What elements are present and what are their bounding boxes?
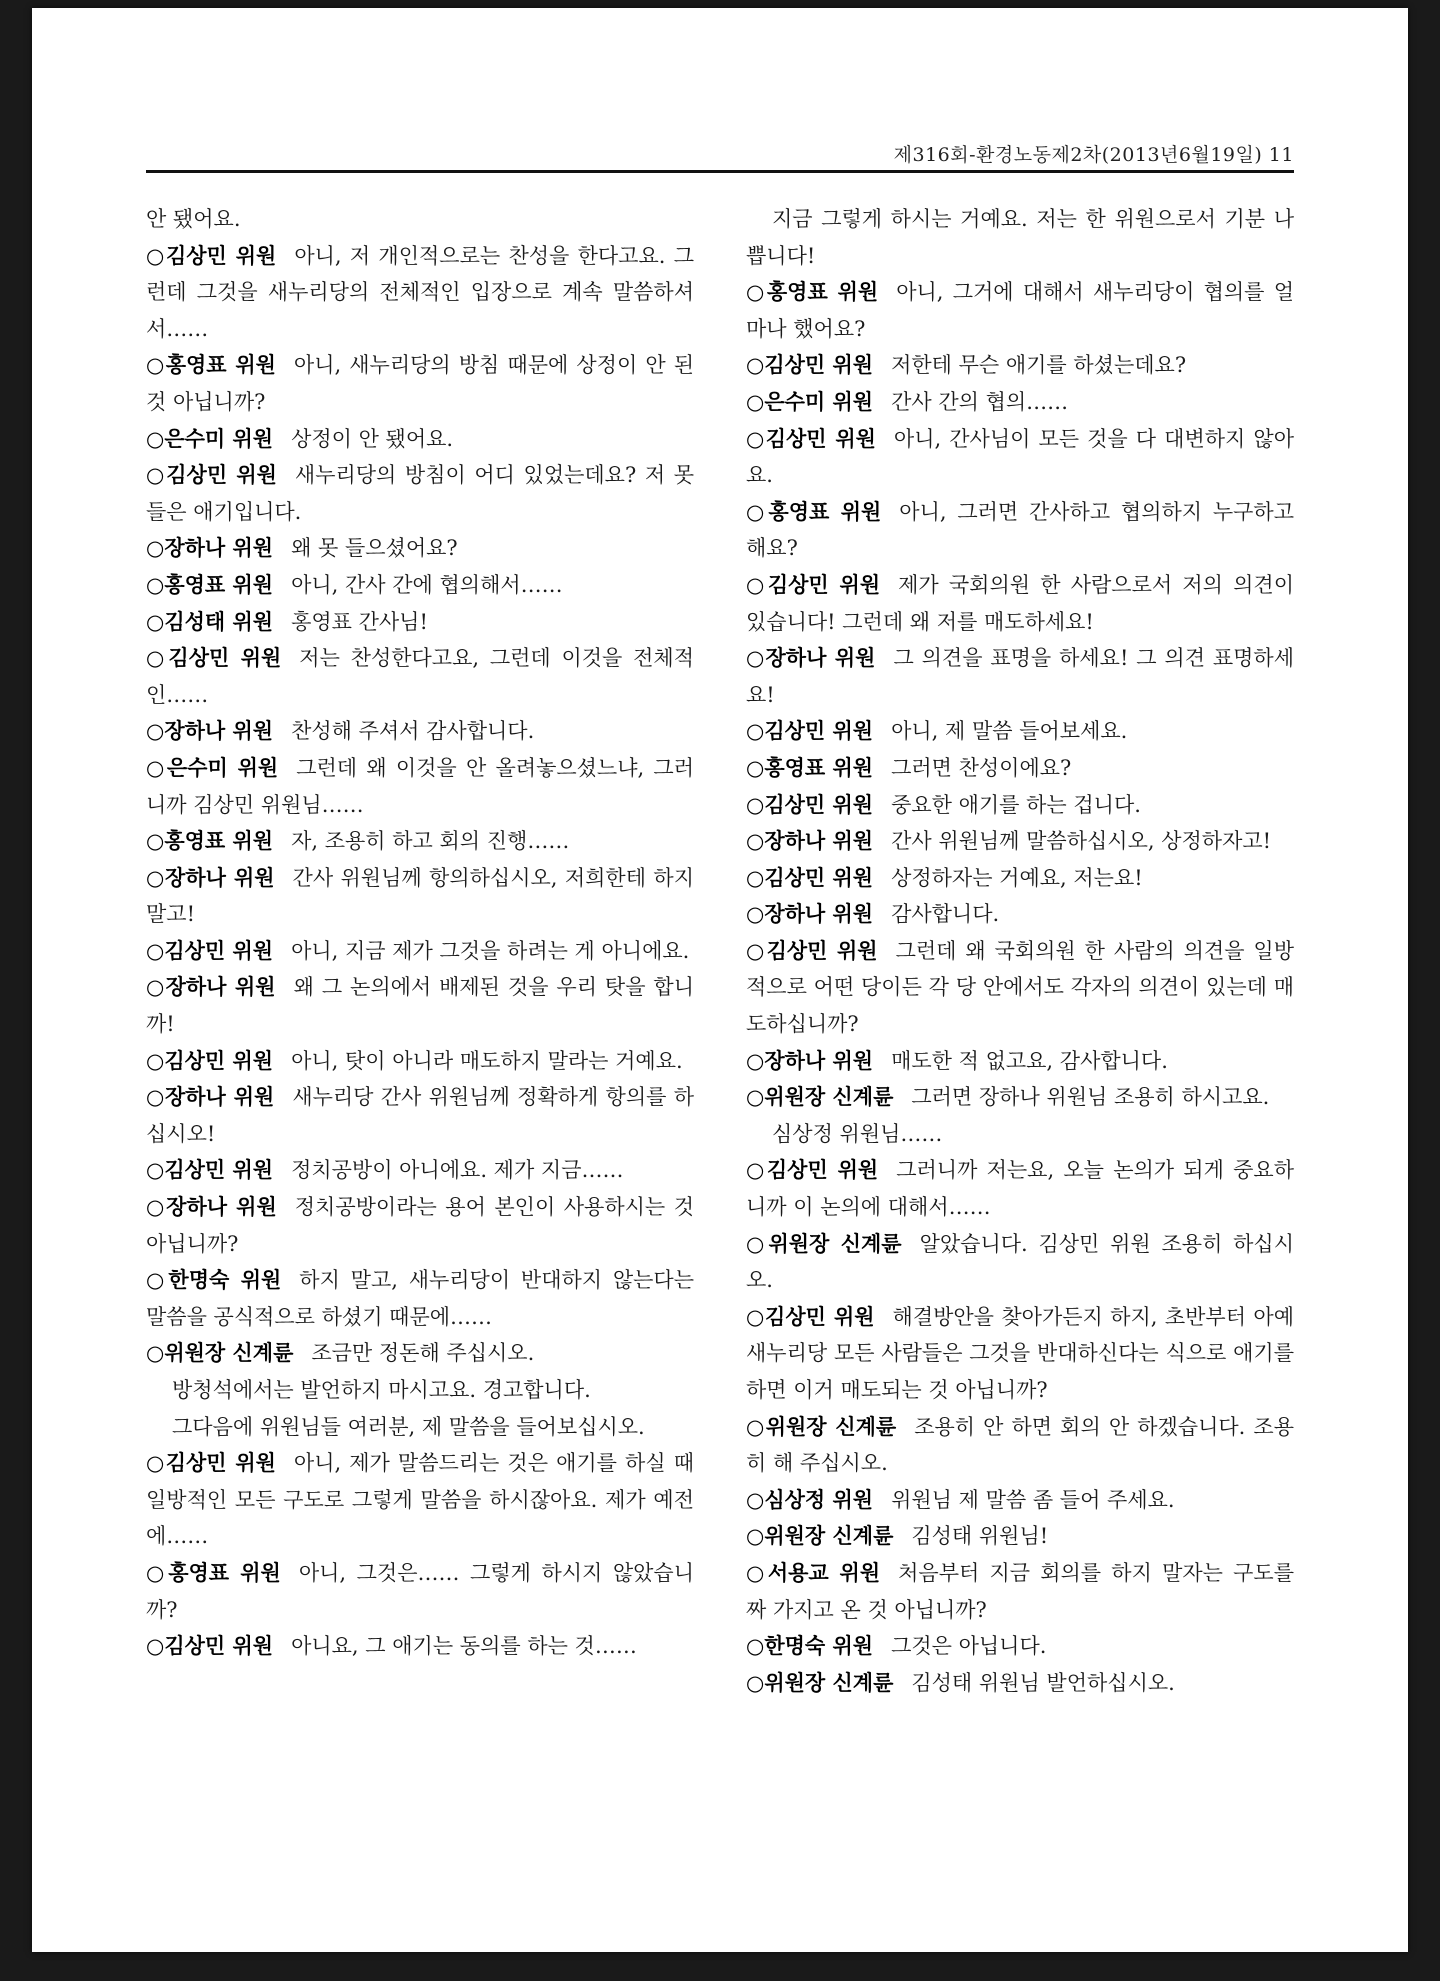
speech-text: 지금 그렇게 하시는 거예요. 저는 한 위원으로서 기분 나쁩니다!: [746, 207, 1294, 268]
speaker-name: ○장하나 위원: [146, 975, 276, 1000]
speech-text: 알았습니다. 김상민 위원 조용히 하십시오.: [746, 1231, 1295, 1293]
transcript-paragraph: [746, 1152, 1294, 1225]
right-column: [746, 201, 1294, 1701]
speech-text: 새누리당의 방침이 어디 있었는데요? 저 못 들은 애기입니다.: [146, 463, 694, 524]
speaker-name: ○홍영표 위원: [746, 280, 879, 305]
transcript-paragraph: [146, 1079, 694, 1152]
speech-text: 하지 말고, 새누리당이 반대하지 않는다는 말씀을 공식적으로 하셨기 때문에……: [146, 1268, 694, 1329]
speaker-name: ○위원장 신계륜: [746, 1670, 894, 1695]
speech-text: 아니, 지금 제가 그것을 하려는 게 아니에요.: [291, 938, 690, 963]
speaker-name: ○장하나 위원: [146, 865, 275, 890]
speech-text: 그 의견을 표명을 하세요! 그 의견 표명하세요!: [746, 646, 1294, 707]
transcript-paragraph: [746, 640, 1294, 713]
speech-text: 간사 위원님께 항의하십시오, 저희한테 하지 말고!: [146, 865, 694, 927]
speaker-name: ○위원장 신계륜: [146, 1341, 294, 1366]
speaker-name: ○장하나 위원: [146, 536, 274, 561]
speech-text: 상정하자는 거예요, 저는요!: [891, 865, 1143, 890]
transcript-paragraph: [746, 1518, 1294, 1555]
transcript-paragraph: [746, 494, 1294, 567]
transcript-paragraph: [746, 1299, 1294, 1409]
speaker-name: ○장하나 위원: [146, 719, 274, 744]
speaker-name: ○김성태 위원: [146, 609, 274, 634]
transcript-paragraph: [746, 1226, 1294, 1299]
speaker-name: ○김상민 위원: [746, 353, 874, 378]
speaker-name: ○한명숙 위원: [146, 1268, 282, 1293]
transcript-paragraph: [746, 1043, 1294, 1080]
speech-text: 중요한 애기를 하는 겁니다.: [891, 792, 1141, 817]
speech-text: 매도한 적 없고요, 감사합니다.: [891, 1048, 1168, 1073]
transcript-paragraph: [746, 860, 1294, 897]
speech-text: 아니요, 그 애기는 동의를 하는 것……: [291, 1634, 637, 1659]
transcript-paragraph: [146, 969, 694, 1042]
speech-text: 아니, 그거에 대해서 새누리당이 협의를 얼마나 했어요?: [746, 280, 1294, 341]
transcript-paragraph: [746, 933, 1294, 1043]
speaker-name: ○김상민 위원: [146, 243, 277, 268]
left-column: [146, 201, 694, 1665]
speaker-name: ○홍영표 위원: [746, 755, 874, 780]
speech-text: 그러면 장하나 위원님 조용히 하시고요.: [911, 1085, 1270, 1110]
speaker-name: ○서용교 위원: [746, 1560, 881, 1585]
transcript-paragraph: [146, 201, 694, 238]
speech-text: 위원님 제 말씀 좀 들어 주세요.: [891, 1487, 1175, 1512]
speech-text: 처음부터 지금 회의를 하지 말자는 구도를 짜 가지고 온 것 아닙니까?: [746, 1560, 1294, 1622]
speech-text: 아니, 그러면 간사하고 협의하지 누구하고 해요?: [746, 499, 1294, 561]
transcript-paragraph: [146, 530, 694, 567]
speaker-name: ○김상민 위원: [746, 792, 874, 817]
speaker-name: ○장하나 위원: [746, 902, 874, 927]
speech-text: 방청석에서는 발언하지 마시고요. 경고합니다.: [172, 1378, 591, 1402]
speaker-name: ○은수미 위원: [146, 426, 274, 451]
transcript-paragraph: [146, 347, 694, 420]
speaker-name: ○은수미 위원: [746, 389, 874, 414]
speaker-name: ○홍영표 위원: [146, 572, 274, 597]
speaker-name: ○김상민 위원: [146, 1158, 274, 1183]
speaker-name: ○김상민 위원: [146, 1634, 274, 1659]
speaker-name: ○장하나 위원: [146, 1085, 275, 1110]
transcript-paragraph: [146, 567, 694, 604]
speech-text: 찬성해 주셔서 감사합니다.: [291, 719, 535, 744]
transcript-paragraph: [746, 1116, 1294, 1153]
transcript-paragraph: [746, 384, 1294, 421]
speech-text: 아니, 저 개인적으로는 찬성을 한다고요. 그런데 그것을 새누리당의 전체적인 입장으로 계속 말씀하셔서……: [146, 243, 694, 341]
speech-text: 아니, 제가 말씀드리는 것은 애기를 하실 때 일방적인 모든 구도로 그렇게 말씀을 하시잖아요. 제가 예전에……: [146, 1451, 694, 1549]
speech-text: 그러니까 저는요, 오늘 논의가 되게 중요하니까 이 논의에 대해서……: [746, 1158, 1294, 1220]
transcript-paragraph: [146, 1409, 694, 1446]
speech-text: 그런데 왜 이것을 안 올려놓으셨느냐, 그러니까 김상민 위원님……: [146, 755, 694, 817]
speaker-name: ○한명숙 위원: [746, 1634, 874, 1659]
transcript-paragraph: [146, 933, 694, 970]
transcript-paragraph: [746, 1628, 1294, 1665]
speaker-name: ○위원장 신계륜: [746, 1414, 897, 1439]
speech-text: 그런데 왜 국회의원 한 사람의 의견을 일방적으로 어떤 당이든 각 당 안에서도 각자의 의견이 있는데 매도하십니까?: [746, 938, 1294, 1037]
transcript-paragraph: [746, 823, 1294, 860]
speech-text: 감사합니다.: [891, 902, 1000, 927]
speech-text: 그다음에 위원님들 여러분, 제 말씀을 들어보십시오.: [172, 1414, 645, 1439]
speech-text: 저한테 무슨 애기를 하셨는데요?: [891, 353, 1187, 378]
speech-text: 아니, 탓이 아니라 매도하지 말라는 거예요.: [291, 1048, 683, 1073]
transcript-paragraph: [746, 1665, 1294, 1702]
speech-text: 아니, 간사님이 모든 것을 다 대변하지 않아요.: [746, 426, 1294, 488]
transcript-paragraph: [746, 567, 1294, 640]
speech-text: 아니, 제 말씀 들어보세요.: [891, 719, 1128, 744]
speaker-name: ○위원장 신계륜: [746, 1085, 894, 1110]
speech-text: 조금만 정돈해 주십시오.: [311, 1341, 535, 1366]
speech-text: 제가 국회의원 한 사람으로서 저의 의견이 있습니다! 그런데 왜 저를 매도하세요!: [746, 572, 1294, 634]
transcript-paragraph: [146, 640, 694, 713]
speaker-name: ○홍영표 위원: [746, 499, 882, 524]
speaker-name: ○김상민 위원: [146, 463, 277, 488]
transcript-paragraph: [146, 1043, 694, 1080]
speaker-name: ○심상정 위원: [746, 1487, 874, 1512]
transcript-paragraph: [746, 1079, 1294, 1116]
page-header: 제316회-환경노동제2차(2013년6월19일) 11: [893, 144, 1294, 166]
speech-text: 정치공방이라는 용어 본인이 사용하시는 것 아닙니까?: [146, 1195, 694, 1256]
transcript-paragraph: [146, 457, 694, 530]
speaker-name: ○김상민 위원: [746, 1304, 875, 1329]
transcript-paragraph: [746, 713, 1294, 750]
speech-text: 김성태 위원님!: [911, 1524, 1049, 1549]
transcript-paragraph: [146, 1372, 694, 1409]
speech-text: 아니, 간사 간에 협의해서……: [291, 572, 563, 597]
speaker-name: ○김상민 위원: [746, 938, 878, 963]
transcript-paragraph: [146, 1628, 694, 1665]
speaker-name: ○김상민 위원: [146, 1048, 274, 1073]
transcript-paragraph: [746, 421, 1294, 494]
speaker-name: ○김상민 위원: [746, 719, 874, 744]
transcript-paragraph: [146, 1555, 694, 1628]
transcript-paragraph: [746, 1482, 1294, 1519]
speaker-name: ○김상민 위원: [146, 938, 274, 963]
speaker-name: ○홍영표 위원: [146, 353, 276, 378]
speaker-name: ○장하나 위원: [746, 829, 874, 854]
speech-text: 아니, 새누리당의 방침 때문에 상정이 안 된 것 아닙니까?: [146, 353, 694, 414]
speech-text: 그러면 찬성이에요?: [891, 755, 1072, 780]
transcript-paragraph: [746, 201, 1294, 274]
speaker-name: ○홍영표 위원: [146, 1560, 281, 1585]
speech-text: 심상정 위원님……: [772, 1121, 943, 1146]
speaker-name: ○위원장 신계륜: [746, 1231, 902, 1256]
transcript-paragraph: [746, 1555, 1294, 1628]
transcript-paragraph: [746, 750, 1294, 787]
speech-text: 김성태 위원님 발언하십시오.: [911, 1670, 1175, 1695]
speaker-name: ○장하나 위원: [146, 1195, 277, 1220]
transcript-paragraph: [746, 896, 1294, 933]
transcript-paragraph: [146, 860, 694, 933]
speech-text: 간사 위원님께 말씀하십시오, 상정하자고!: [891, 829, 1272, 854]
transcript-paragraph: [746, 274, 1294, 347]
transcript-paragraph: [746, 1409, 1294, 1482]
speaker-name: ○홍영표 위원: [146, 829, 274, 854]
transcript-paragraph: [146, 1445, 694, 1555]
speech-text: 새누리당 간사 위원님께 정확하게 항의를 하십시오!: [146, 1085, 694, 1146]
speaker-name: ○장하나 위원: [746, 1048, 874, 1073]
transcript-paragraph: [146, 1335, 694, 1372]
transcript-paragraph: [146, 421, 694, 458]
transcript-paragraph: [746, 787, 1294, 824]
speaker-name: ○김상민 위원: [746, 865, 874, 890]
transcript-paragraph: [146, 1189, 694, 1262]
speaker-name: ○김상민 위원: [746, 426, 876, 451]
speech-text: 저는 찬성한다고요, 그런데 이것을 전체적인……: [146, 646, 694, 707]
transcript-paragraph: [146, 1262, 694, 1335]
speech-text: 해결방안을 찾아가든지 하지, 초반부터 아예 새누리당 모든 사람들은 그것을 반대하신다는 식으로 애기를 하면 이거 매도되는 것 아닙니까?: [746, 1304, 1294, 1402]
speaker-name: ○은수미 위원: [146, 755, 279, 780]
document-page: [32, 8, 1408, 1952]
speaker-name: ○김상민 위원: [146, 1451, 276, 1476]
speech-text: 간사 간의 협의……: [891, 389, 1069, 414]
transcript-paragraph: [146, 823, 694, 860]
speaker-name: ○장하나 위원: [746, 646, 876, 671]
speech-text: 안 됐어요.: [146, 207, 241, 231]
speech-text: 자, 조용히 하고 회의 진행……: [291, 829, 570, 854]
speech-text: 왜 그 논의에서 배제된 것을 우리 탓을 합니까!: [146, 975, 694, 1037]
speech-text: 아니, 그것은…… 그렇게 하시지 않았습니까?: [146, 1560, 694, 1622]
speaker-name: ○위원장 신계륜: [746, 1524, 894, 1549]
transcript-paragraph: [746, 347, 1294, 384]
speaker-name: ○김상민 위원: [146, 646, 282, 671]
speech-text: 그것은 아닙니다.: [891, 1634, 1047, 1659]
transcript-paragraph: [146, 604, 694, 641]
transcript-paragraph: [146, 750, 694, 823]
speaker-name: ○김상민 위원: [746, 1158, 879, 1183]
speech-text: 상정이 안 됐어요.: [291, 426, 454, 451]
speech-text: 조용히 안 하면 회의 안 하겠습니다. 조용히 해 주십시오.: [746, 1414, 1294, 1476]
transcript-paragraph: [146, 1152, 694, 1189]
speech-text: 왜 못 들으셨어요?: [291, 536, 458, 561]
speech-text: 정치공방이 아니에요. 제가 지금……: [291, 1158, 624, 1183]
transcript-paragraph: [146, 238, 694, 348]
transcript-paragraph: [146, 713, 694, 750]
speaker-name: ○김상민 위원: [746, 572, 881, 597]
speech-text: 홍영표 간사님!: [291, 609, 428, 634]
header-rule: [146, 170, 1294, 173]
